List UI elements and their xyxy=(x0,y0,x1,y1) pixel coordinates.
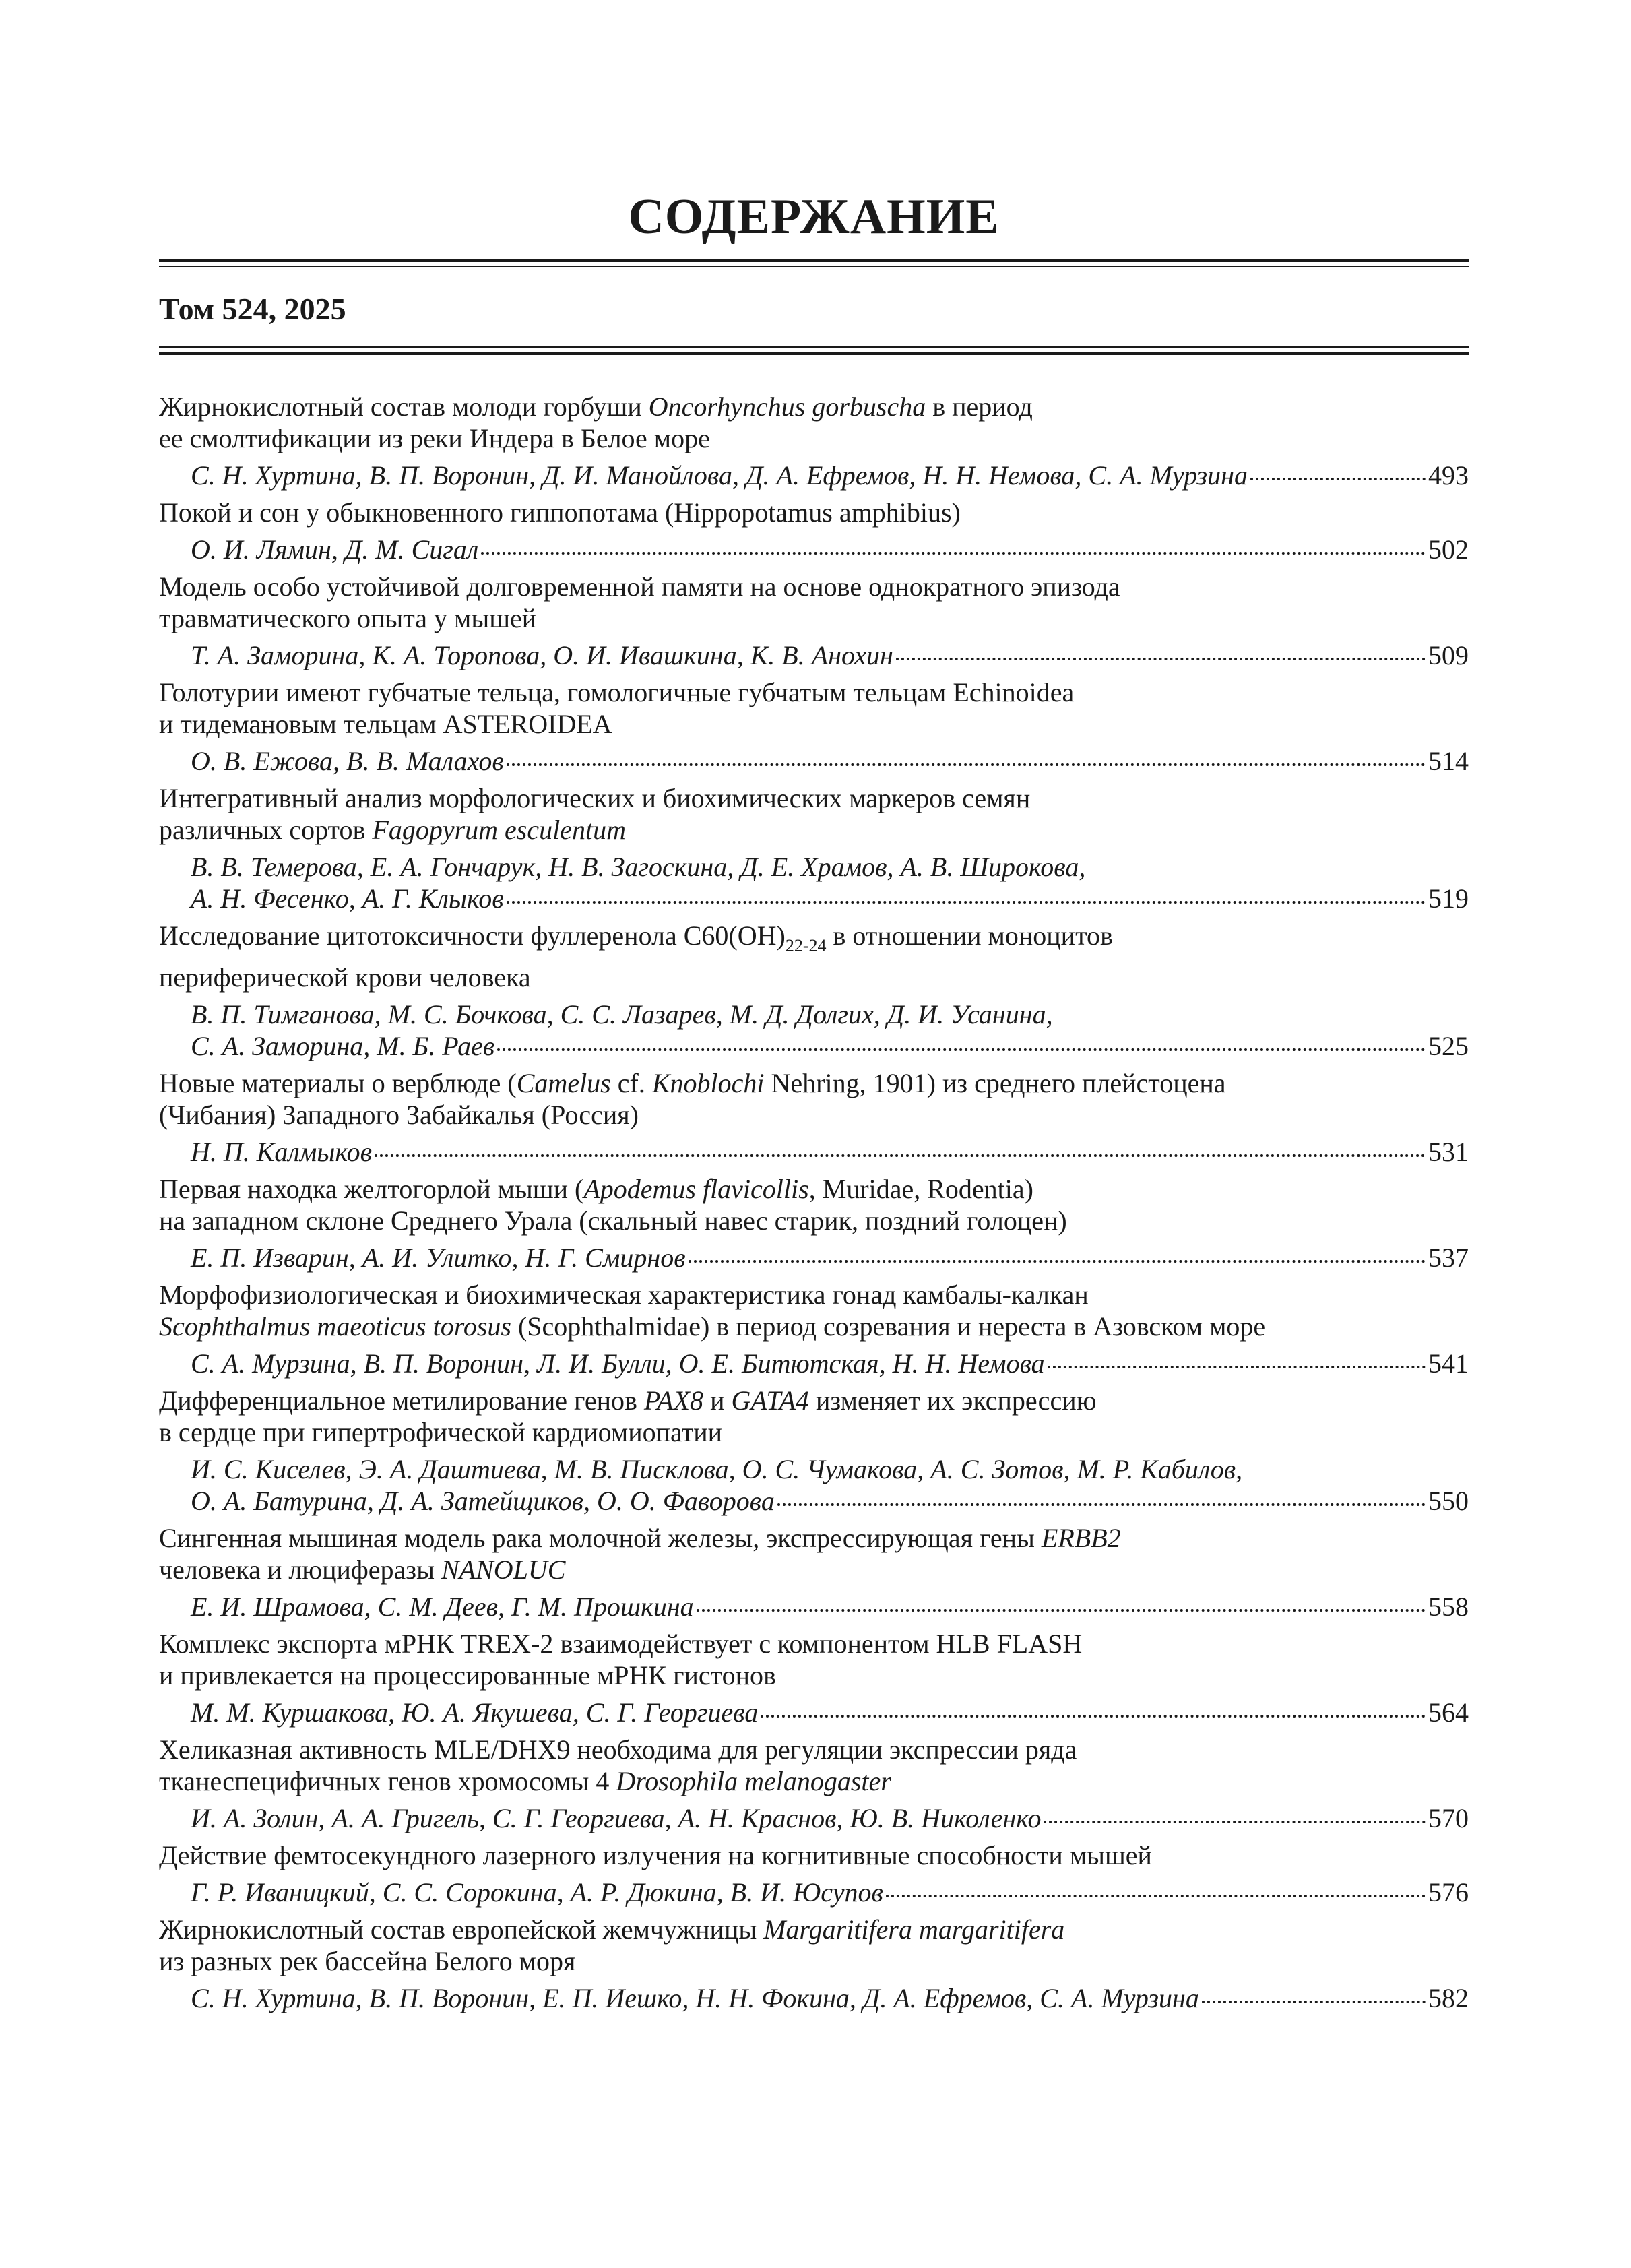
authors xyxy=(159,851,1469,914)
article-title-line xyxy=(159,782,1469,814)
author-names: С. А. Заморина, М. Б. Раев xyxy=(191,1031,495,1061)
title-segment: Действие фемтосекундного лазерного излучения на когнитивные способности мышей xyxy=(159,1840,1152,1870)
page-number: 550 xyxy=(1428,1486,1469,1516)
article-title-line xyxy=(159,1945,1469,1977)
article-title-line xyxy=(159,1205,1469,1236)
dot-leader xyxy=(689,1260,1426,1263)
title-segment: Scophthalmus maeoticus torosus xyxy=(159,1311,511,1342)
dot-leader xyxy=(1202,2001,1426,2003)
authors-line xyxy=(191,883,1469,914)
toc-entry xyxy=(159,497,1469,565)
article-title-line xyxy=(159,497,1469,528)
title-segment: Camelus xyxy=(516,1068,611,1098)
authors xyxy=(159,1591,1469,1623)
toc-entry xyxy=(159,1067,1469,1168)
divider xyxy=(159,259,1469,262)
author-names: С. А. Мурзина, В. П. Воронин, Л. И. Булли, О. Е. Битютская, Н. Н. Немова xyxy=(191,1348,1045,1379)
authors-line xyxy=(191,1697,1469,1728)
title-segment: Комплекс экспорта мРНК TREX-2 взаимодействует с компонентом HLB FLASH xyxy=(159,1629,1083,1659)
authors-line xyxy=(191,745,1469,777)
page-number: 541 xyxy=(1428,1348,1469,1379)
author-names: О. И. Лямин, Д. М. Сигал xyxy=(191,534,479,565)
title-segment: Drosophila melanogaster xyxy=(616,1766,891,1796)
article-title-line xyxy=(159,1522,1469,1554)
title-segment: Oncorhynchus gorbuscha xyxy=(648,391,926,422)
toc-entry xyxy=(159,1839,1469,1908)
authors-line xyxy=(191,851,1469,883)
author-names: Т. А. Заморина, К. А. Торопова, О. И. Ивашкина, К. В. Анохин xyxy=(191,640,893,670)
authors xyxy=(159,1348,1469,1379)
author-names: Г. Р. Иваницкий, С. С. Сорокина, А. Р. Дюкина, В. И. Юсупов xyxy=(191,1877,883,1908)
title-segment: и тидемановым тельцам ASTEROIDEA xyxy=(159,709,612,739)
author-names: И. А. Золин, А. А. Григель, С. Г. Георгиева, А. Н. Краснов, Ю. В. Николенко xyxy=(191,1803,1042,1833)
page-number: 576 xyxy=(1428,1877,1469,1908)
authors-line xyxy=(191,1982,1469,2014)
dot-leader xyxy=(761,1715,1426,1718)
authors xyxy=(159,1697,1469,1728)
title-segment: Покой и сон у обыкновенного гиппопотама (Hippopotamus amphibius) xyxy=(159,497,961,528)
dot-leader xyxy=(507,763,1426,766)
title-segment: изменяет их экспрессию xyxy=(809,1385,1097,1416)
authors xyxy=(159,1453,1469,1517)
title-segment: ее смолтификации из реки Индера в Белое море xyxy=(159,423,710,453)
author-names: С. Н. Хуртина, В. П. Воронин, Д. И. Манойлова, Д. А. Ефремов, Н. Н. Немова, С. А. Мурзина xyxy=(191,460,1248,491)
title-segment: GATA4 xyxy=(731,1385,810,1416)
page-number: 558 xyxy=(1428,1592,1469,1622)
authors xyxy=(159,639,1469,671)
article-title-line xyxy=(159,1311,1469,1342)
toc-entry xyxy=(159,1385,1469,1517)
title-segment: Жирнокислотный состав европейской жемчужницы xyxy=(159,1914,764,1945)
article-title-line xyxy=(159,1099,1469,1131)
authors-line xyxy=(191,999,1469,1030)
volume-label: Том 524, 2025 xyxy=(159,292,346,326)
article-title-line xyxy=(159,814,1469,846)
title-segment: на западном склоне Среднего Урала (скальный навес старик, поздний голоцен) xyxy=(159,1205,1067,1236)
dot-leader xyxy=(507,901,1426,904)
article-title-line xyxy=(159,422,1469,454)
article-title-line xyxy=(159,962,1469,993)
author-names: А. Н. Фесенко, А. Г. Клыков xyxy=(191,883,504,914)
page-number: 502 xyxy=(1428,534,1469,565)
title-segment: Новые материалы о верблюде ( xyxy=(159,1068,517,1098)
page-number: 514 xyxy=(1428,746,1469,776)
article-title-line xyxy=(159,708,1469,740)
title-segment: Дифференциальное метилирование генов xyxy=(159,1385,644,1416)
title-segment: PAX8 xyxy=(643,1385,704,1416)
article-title-line xyxy=(159,571,1469,602)
author-names: О. А. Батурина, Д. А. Затейщиков, О. О. Фаворова xyxy=(191,1486,775,1516)
article-title-line xyxy=(159,391,1469,422)
page-title: СОДЕРЖАНИЕ xyxy=(628,189,1000,245)
article-title-line xyxy=(159,1734,1469,1765)
page-number: 582 xyxy=(1428,1983,1469,2013)
toc-entry xyxy=(159,1914,1469,2014)
toc-entry xyxy=(159,1173,1469,1273)
authors xyxy=(159,460,1469,491)
dot-leader xyxy=(497,1048,1426,1051)
article-title-line xyxy=(159,1765,1469,1797)
author-names: Е. И. Шрамова, С. М. Деев, Г. М. Прошкина xyxy=(191,1592,694,1622)
dot-leader xyxy=(777,1503,1426,1506)
authors xyxy=(159,1242,1469,1273)
title-segment: Жирнокислотный состав молоди горбуши xyxy=(159,391,649,422)
article-title-line xyxy=(159,676,1469,708)
authors xyxy=(159,1877,1469,1908)
authors xyxy=(159,534,1469,565)
authors xyxy=(159,1136,1469,1168)
title-segment: травматического опыта у мышей xyxy=(159,603,537,633)
title-segment: Морфофизиологическая и биохимическая характеристика гонад камбалы-калкан xyxy=(159,1280,1089,1310)
article-title-line xyxy=(159,1628,1469,1660)
page-number: 519 xyxy=(1428,883,1469,914)
authors-line xyxy=(191,1485,1469,1517)
title-segment: различных сортов xyxy=(159,815,373,845)
title-segment: Голотурии имеют губчатые тельца, гомологичные губчатым тельцам Echinoidea xyxy=(159,677,1075,707)
page-number: 525 xyxy=(1428,1031,1469,1061)
title-segment: 22-24 xyxy=(785,936,827,955)
title-segment: Первая находка желтогорлой мыши ( xyxy=(159,1174,584,1204)
author-names: О. В. Ежова, В. В. Малахов xyxy=(191,746,504,776)
divider xyxy=(159,352,1469,355)
page-number: 509 xyxy=(1428,640,1469,670)
title-segment: Хеликазная активность MLE/DHX9 необходима для регуляции экспрессии ряда xyxy=(159,1734,1077,1765)
toc-entry xyxy=(159,782,1469,914)
toc-entry xyxy=(159,1628,1469,1728)
authors xyxy=(159,999,1469,1062)
authors-line xyxy=(191,1877,1469,1908)
dot-leader xyxy=(1048,1366,1426,1368)
title-segment: и xyxy=(703,1385,732,1416)
page-number: 537 xyxy=(1428,1242,1469,1273)
title-segment: cf. xyxy=(610,1068,652,1098)
toc-entry xyxy=(159,1279,1469,1379)
title-segment: Модель особо устойчивой долговременной памяти на основе однократного эпизода xyxy=(159,571,1120,602)
article-title-line xyxy=(159,920,1469,962)
title-segment: Исследование цитотоксичности фуллеренола С60(ОН) xyxy=(159,920,786,951)
toc-entry xyxy=(159,1522,1469,1623)
author-names: М. М. Куршакова, Ю. А. Якушева, С. Г. Георгиева xyxy=(191,1697,759,1728)
dot-leader xyxy=(896,658,1426,660)
title-segment: Margaritifera margaritifera xyxy=(763,1914,1065,1945)
dot-leader xyxy=(375,1154,1426,1157)
dot-leader xyxy=(481,552,1426,555)
title-segment: и привлекается на процессированные мРНК гистонов xyxy=(159,1660,776,1691)
author-names: Н. П. Калмыков xyxy=(191,1137,372,1167)
article-title-line xyxy=(159,1173,1469,1205)
author-names: В. П. Тимганова, М. С. Бочкова, С. С. Лазарев, М. Д. Долгих, Д. И. Усанина, xyxy=(191,999,1053,1030)
authors-line xyxy=(191,1136,1469,1168)
title-segment: в сердце при гипертрофической кардиомиопатии xyxy=(159,1417,723,1447)
title-segment: периферической крови человека xyxy=(159,962,531,993)
dot-leader xyxy=(697,1609,1426,1612)
page-number: 531 xyxy=(1428,1137,1469,1167)
title-segment: (Чибания) Западного Забайкалья (Россия) xyxy=(159,1100,639,1130)
toc-list xyxy=(159,391,1469,2019)
authors-line xyxy=(191,1802,1469,1834)
toc-entry xyxy=(159,676,1469,777)
article-title-line xyxy=(159,1914,1469,1945)
title-segment: человека и люциферазы xyxy=(159,1554,441,1585)
title-segment: из разных рек бассейна Белого моря xyxy=(159,1946,576,1976)
authors-line xyxy=(191,1348,1469,1379)
title-segment: NANOLUC xyxy=(441,1554,566,1585)
authors-line xyxy=(191,1591,1469,1623)
title-segment: тканеспецифичных генов хромосомы 4 xyxy=(159,1766,616,1796)
dot-leader xyxy=(1044,1821,1426,1823)
title-segment: Fagopyrum esculentum xyxy=(372,815,626,845)
article-title-line xyxy=(159,602,1469,634)
title-segment: в отношении моноцитов xyxy=(826,920,1113,951)
dot-leader xyxy=(886,1895,1426,1897)
authors-line xyxy=(191,460,1469,491)
page-number: 564 xyxy=(1428,1697,1469,1728)
divider xyxy=(159,266,1469,267)
authors xyxy=(159,1802,1469,1834)
article-title-line xyxy=(159,1660,1469,1691)
title-segment: Сингенная мышиная модель рака молочной железы, экспрессирующая гены xyxy=(159,1523,1042,1553)
toc-entry xyxy=(159,920,1469,1062)
toc-entry xyxy=(159,391,1469,491)
title-segment: ERBB2 xyxy=(1041,1523,1121,1553)
authors-line xyxy=(191,534,1469,565)
authors-line xyxy=(191,639,1469,671)
article-title-line xyxy=(159,1839,1469,1871)
article-title-line xyxy=(159,1554,1469,1585)
author-names: Е. П. Изварин, А. И. Улитко, Н. Г. Смирнов xyxy=(191,1242,686,1273)
author-names: С. Н. Хуртина, В. П. Воронин, Е. П. Иешко, Н. Н. Фокина, Д. А. Ефремов, С. А. Мурзина xyxy=(191,1983,1199,2013)
authors-line xyxy=(191,1030,1469,1062)
authors-line xyxy=(191,1453,1469,1485)
title-segment: Nehring, 1901) из среднего плейстоцена xyxy=(764,1068,1226,1098)
author-names: В. В. Темерова, Е. А. Гончарук, Н. В. Загоскина, Д. Е. Храмов, А. В. Широкова, xyxy=(191,852,1086,882)
article-title-line xyxy=(159,1279,1469,1311)
page-number: 570 xyxy=(1428,1803,1469,1833)
authors xyxy=(159,1982,1469,2014)
page-number: 493 xyxy=(1428,460,1469,491)
article-title-line xyxy=(159,1385,1469,1416)
title-segment: Apodemus flavicollis xyxy=(583,1174,809,1204)
author-names: И. С. Киселев, Э. А. Даштиева, М. В. Писклова, О. С. Чумакова, А. С. Зотов, М. Р. Кабилов, xyxy=(191,1454,1243,1484)
article-title-line xyxy=(159,1416,1469,1448)
authors-line xyxy=(191,1242,1469,1273)
title-segment: (Scophthalmidae) в период созревания и нереста в Азовском море xyxy=(511,1311,1266,1342)
title-segment: Интегративный анализ морфологических и биохимических маркеров семян xyxy=(159,783,1031,813)
toc-entry xyxy=(159,571,1469,671)
divider xyxy=(159,346,1469,348)
authors xyxy=(159,745,1469,777)
title-segment: в период xyxy=(926,391,1033,422)
article-title-line xyxy=(159,1067,1469,1099)
dot-leader xyxy=(1250,478,1426,480)
title-segment: Knoblochi xyxy=(651,1068,765,1098)
title-segment: , Muridae, Rodentia) xyxy=(808,1174,1033,1204)
toc-entry xyxy=(159,1734,1469,1834)
